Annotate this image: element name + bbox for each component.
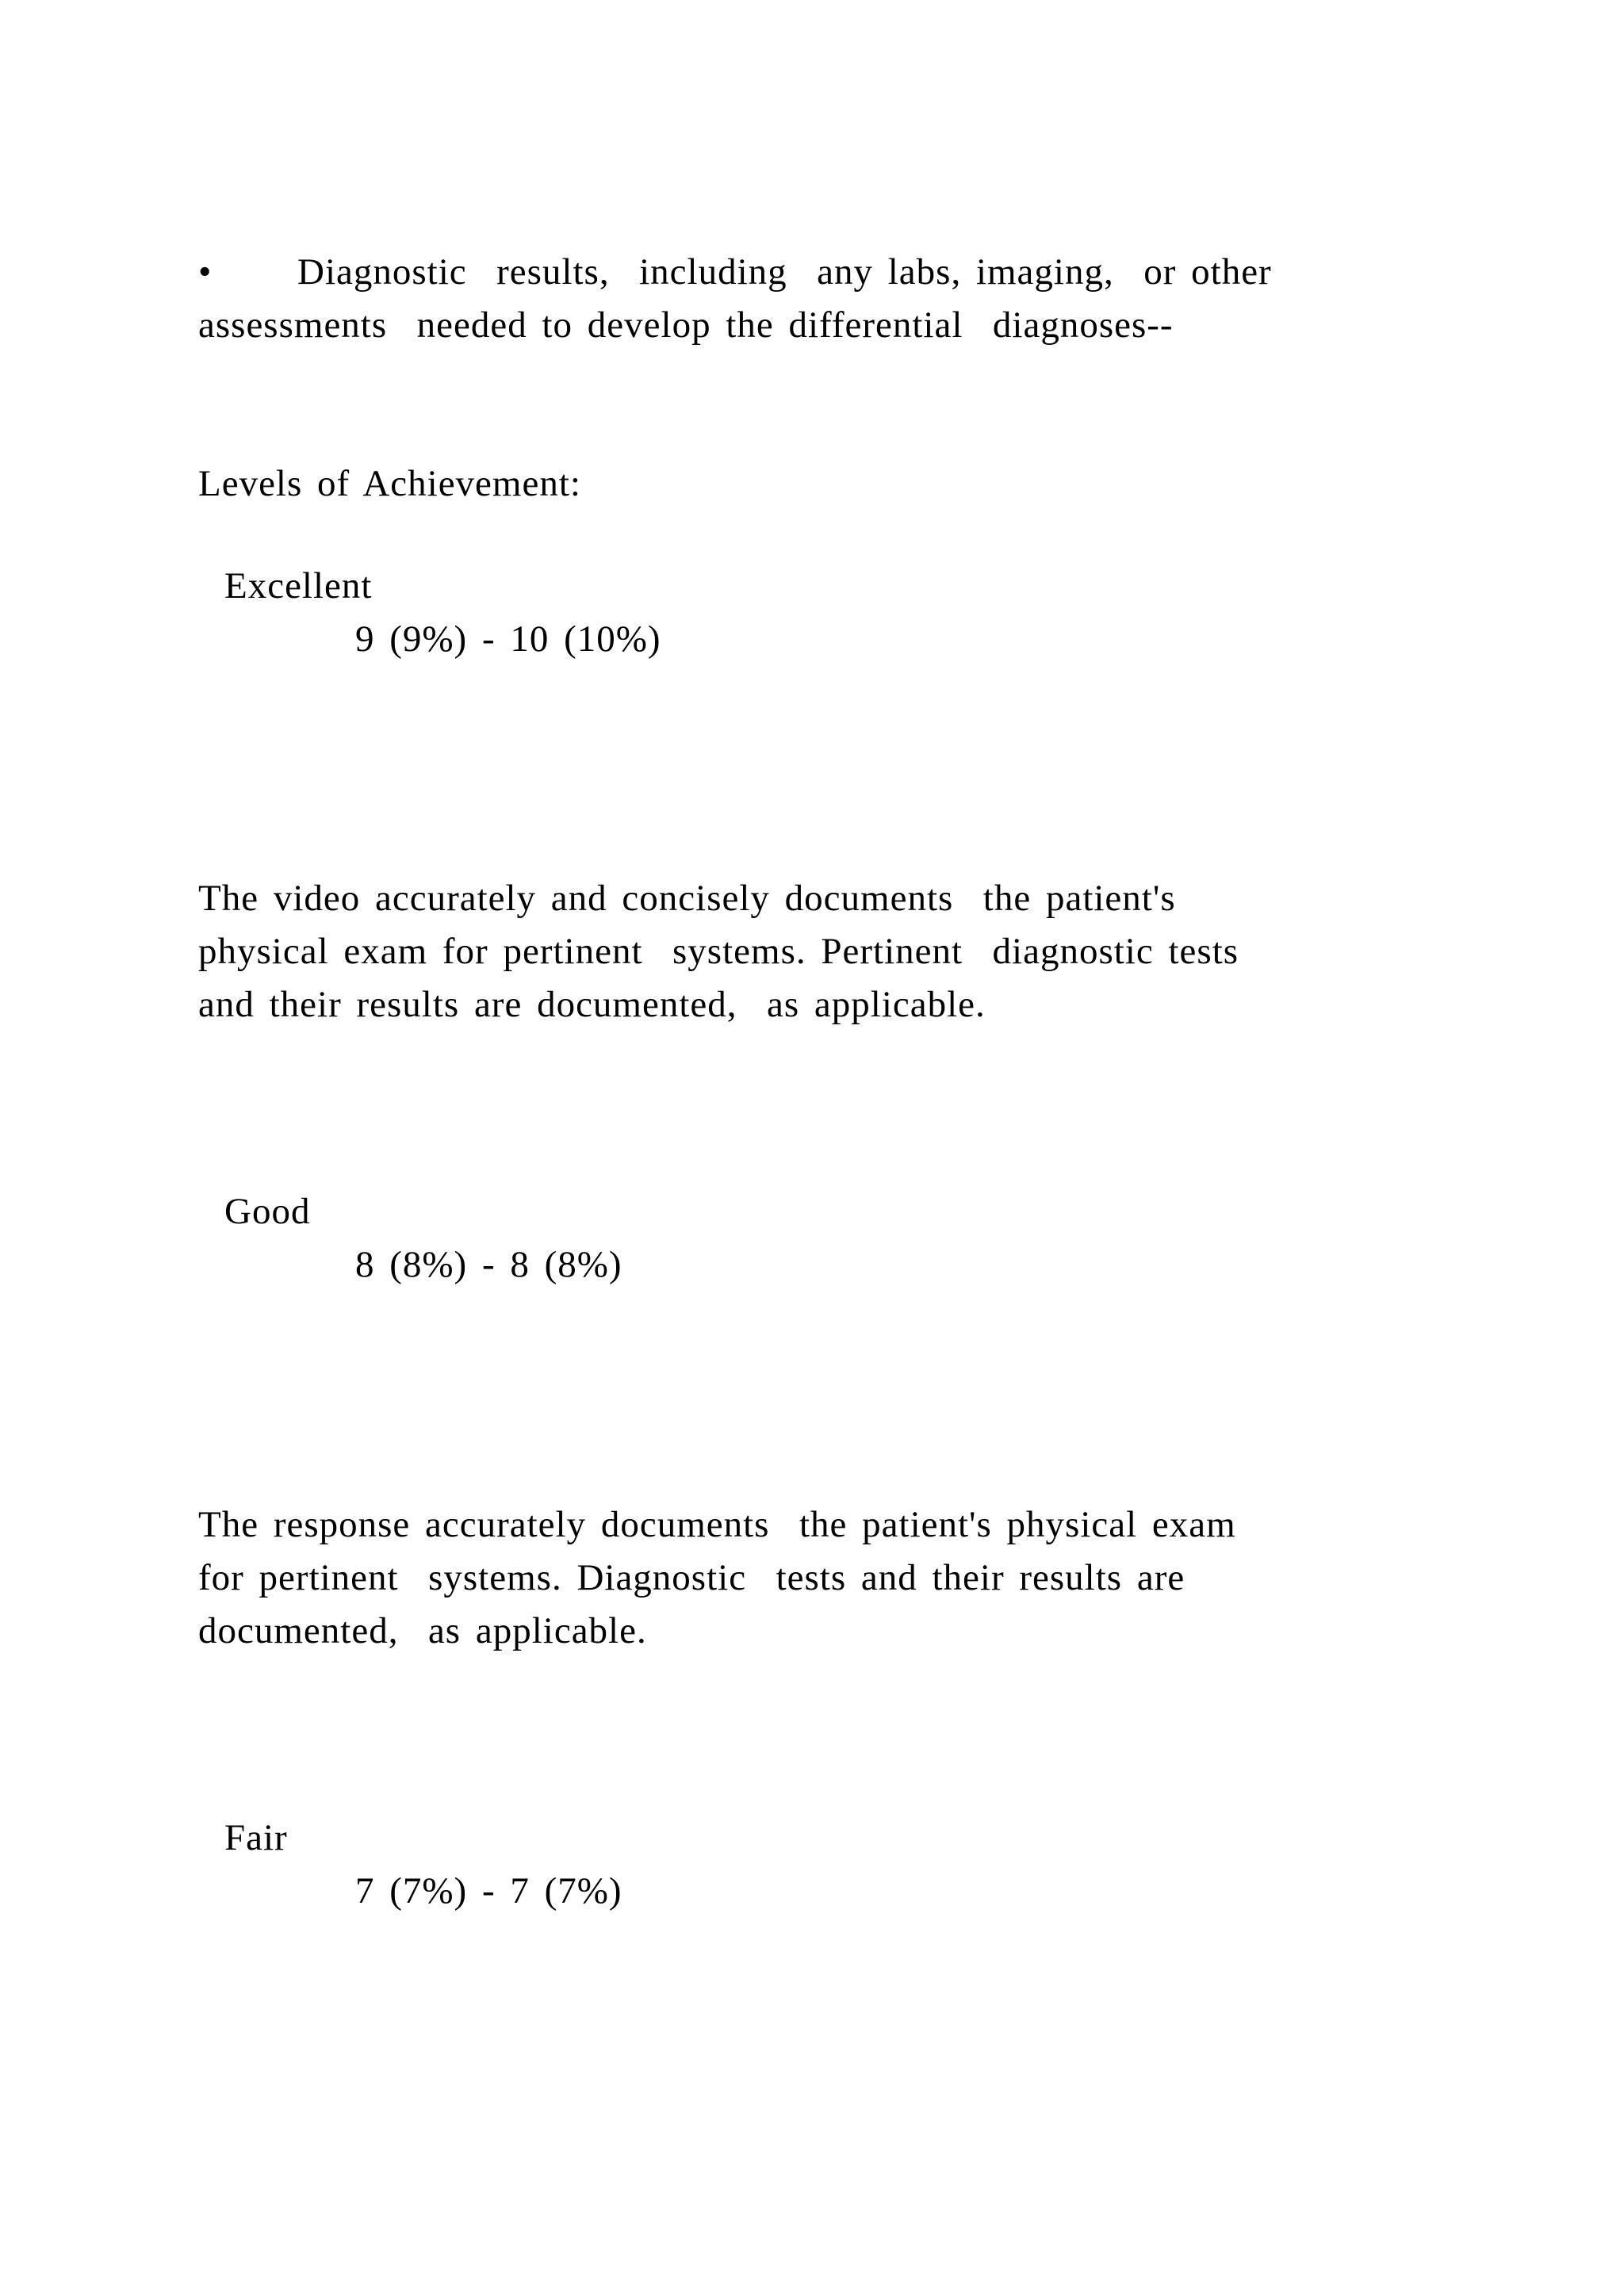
bullet-item-line-1 xyxy=(198,246,1272,299)
level-description-excellent-line-1: The video accurately and concisely documents the patient's xyxy=(198,878,1176,919)
bullet-text: Diagnostic results, including any labs, imaging, or other xyxy=(297,251,1272,293)
level-description-good-line-2: for pertinent systems. Diagnostic tests and their results are xyxy=(198,1557,1185,1598)
level-name-good: Good xyxy=(224,1191,311,1232)
bullet-item-line-2: assessments needed to develop the differential diagnoses-- xyxy=(198,304,1174,346)
level-description-good-line-1: The response accurately documents the patient's physical exam xyxy=(198,1504,1236,1545)
level-range-excellent: 9 (9%) - 10 (10%) xyxy=(355,618,661,660)
level-description-good-line-3: documented, as applicable. xyxy=(198,1610,647,1651)
levels-heading: Levels of Achievement: xyxy=(198,463,581,504)
level-name-excellent: Excellent xyxy=(224,565,373,607)
bullet-icon: • xyxy=(198,251,213,293)
level-range-good: 8 (8%) - 8 (8%) xyxy=(355,1244,622,1285)
level-description-excellent-line-2: physical exam for pertinent systems. Pertinent diagnostic tests xyxy=(198,931,1239,972)
level-description-excellent-line-3: and their results are documented, as applicable. xyxy=(198,984,986,1025)
level-range-fair: 7 (7%) - 7 (7%) xyxy=(355,1870,622,1911)
level-name-fair: Fair xyxy=(224,1817,288,1858)
